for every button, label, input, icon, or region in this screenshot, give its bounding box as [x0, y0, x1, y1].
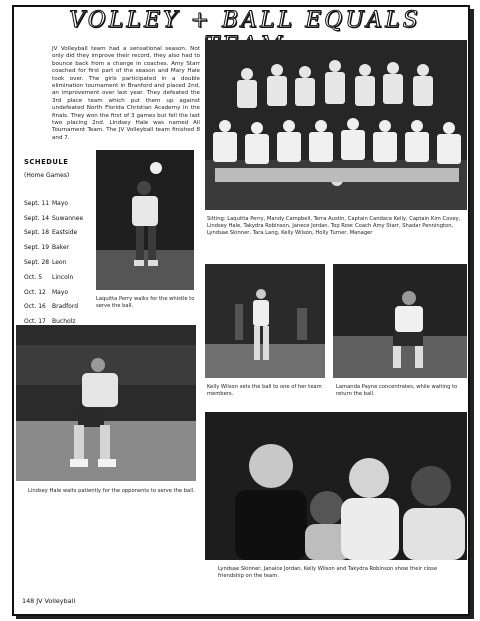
wilson-caption: Kelly Wilson sets the ball to one of her team members.: [207, 384, 322, 397]
game-opponent: Baker: [52, 244, 70, 252]
friends-caption: Lyndsae Skinner, Janaice Jordan, Kelly Wilson and Takydra Robinson show their close friendship on the team.: [218, 566, 438, 579]
hale-caption: Lindsey Hale waits patiently for the opponents to serve the ball.: [28, 488, 195, 494]
game-date: Oct. 17: [24, 318, 46, 326]
team-caption: Sitting: Laquitta Perry, Mandy Campbell, Terra Austin, Captain Candace Kelly, Captain Kim Covey, Lindsey Hale, Takydra Robinson, Janece Jordan. Top Row: Coach Amy Starr, Shadar Pennington, Lyndsae Skinner, Tara Lang, Kelly Wilson, Holly Turner, Manager: [207, 216, 461, 236]
schedule-row: [24, 255, 94, 270]
serve-photo: [96, 150, 194, 290]
payne-caption: Lamanda Payne concentrates, while waiting to return the ball.: [336, 384, 458, 397]
game-date: Sept. 28: [24, 259, 50, 267]
payne-photo: [333, 264, 467, 378]
game-date: Sept. 19: [24, 244, 50, 252]
game-opponent: Suwannee: [52, 214, 84, 222]
game-opponent: Eastside: [52, 229, 78, 237]
game-date: Sept. 14: [24, 214, 50, 222]
game-date: Sept. 18: [24, 229, 50, 237]
team-photo: [205, 40, 467, 210]
game-date: Oct. 5: [24, 273, 43, 281]
schedule-row: [24, 300, 94, 315]
schedule-row: [24, 270, 94, 285]
game-opponent: Mayo: [52, 288, 69, 296]
page-shadow-right: [470, 9, 474, 618]
game-opponent: Lincoln: [52, 273, 74, 281]
hale-photo: [16, 325, 196, 481]
wilson-photo: [205, 264, 325, 378]
friends-photo: [205, 412, 467, 560]
page-title: VOLLEY + BALL EQUALS: [69, 8, 421, 33]
intro-story: JV Volleyball team had a sensational season. Not only did they improve their record, they also had to bounce back from a change in coaches. Amy Starr coached for first part of the season and Mary Hale took over. The girls participated in a double elimination tournament in Branford and placed 2nd, an improvement over last year. They defeated the 3rd place team which put them up against undefeated North Florida Christian Academy in the finals. They won the first of 3 games but fell the last two placing 2nd. Lindsey Hale was named All Tournament Team. The JV Volleyball team finished 8 and 7.: [52, 46, 200, 141]
page-shadow-bottom: [16, 616, 474, 619]
schedule-row: [24, 211, 94, 226]
game-opponent: Bradford: [52, 303, 79, 311]
serve-caption: Laquitta Perry walks for the whistle to serve the ball.: [96, 296, 195, 309]
game-opponent: Leon: [52, 259, 67, 267]
schedule-row: [24, 285, 94, 300]
schedule-row: [24, 240, 94, 255]
game-date: Oct. 12: [24, 288, 46, 296]
game-opponent: Bucholz: [52, 318, 76, 326]
schedule-subtitle: (Home Games): [24, 172, 70, 179]
schedule-row: [24, 226, 94, 241]
schedule-title: SCHEDULE: [24, 158, 69, 166]
game-date: Sept. 11: [24, 199, 50, 207]
schedule-row: [24, 196, 94, 211]
game-date: Oct. 16: [24, 303, 46, 311]
game-opponent: Mayo: [52, 199, 69, 207]
schedule-list: [24, 196, 94, 329]
page-folio: 148 JV Volleyball: [22, 597, 76, 605]
